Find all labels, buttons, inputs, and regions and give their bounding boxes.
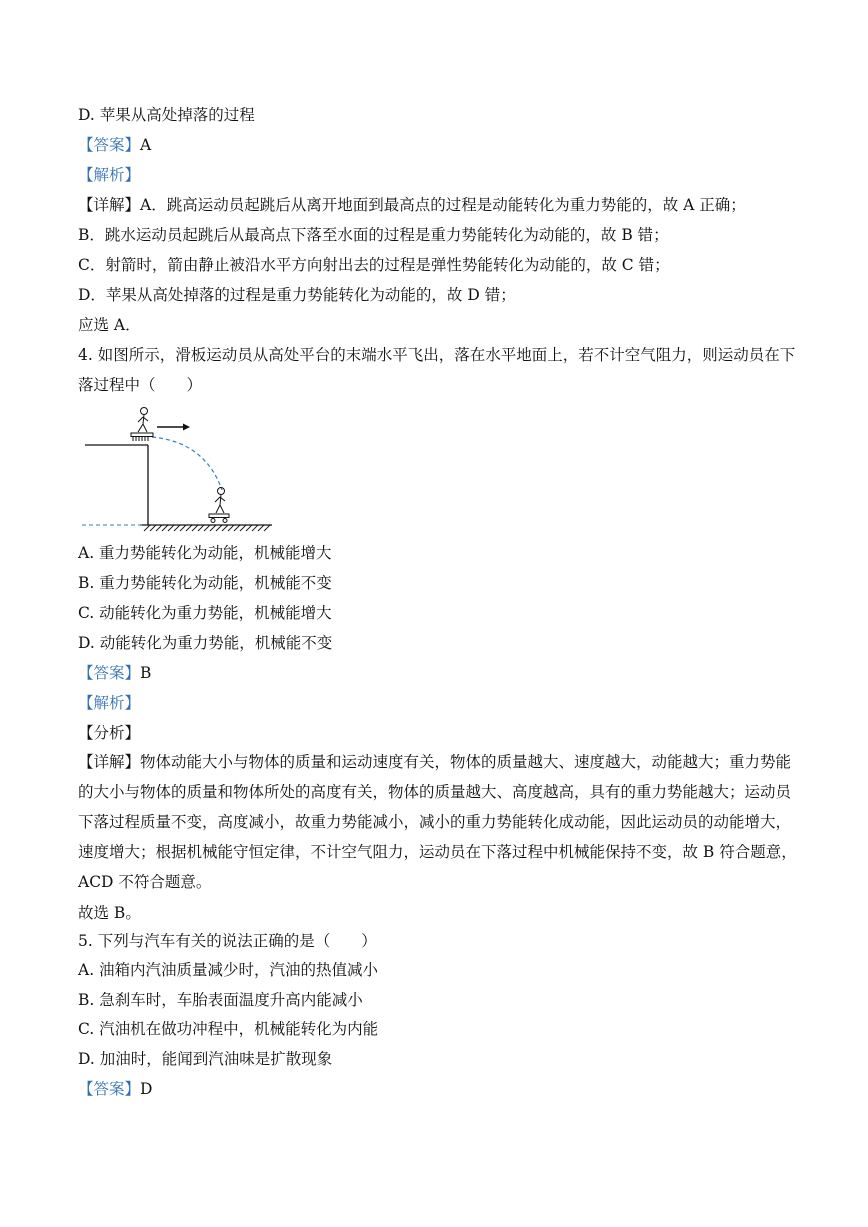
answer-tag: 【答案】 [78, 664, 141, 682]
q4-option-d: D. 动能转化为重力势能，机械能不变 [78, 634, 333, 652]
q3-conclusion: 应选 A． [78, 316, 141, 334]
prev-option-d: D. 苹果从高处掉落的过程 [78, 106, 255, 124]
ground-hatching [144, 525, 270, 531]
q4-stem: 4. 如图所示，滑板运动员从高处平台的末端水平飞出，落在水平地面上，若不计空气阻力，则运动员在下落过程中（ ） [78, 346, 796, 394]
q4-option-b: B. 重力势能转化为动能，机械能不变 [78, 574, 332, 592]
answer-value: D [140, 1080, 153, 1098]
q3-detail-4: D．苹果从高处掉落的过程是重力势能转化为动能的，故 D 错； [78, 286, 516, 304]
velocity-arrow-head [183, 424, 190, 431]
q3-detail-1 [78, 195, 798, 215]
q3-detail-2: B．跳水运动员起跳后从最高点下落至水面的过程是重力势能转化为动能的，故 B 错； [78, 226, 669, 244]
q5-option-a: A. 油箱内汽油质量减少时，汽油的热值减小 [78, 961, 379, 979]
skater-bottom [209, 488, 229, 523]
q4-option-c: C. 动能转化为重力势能，机械能增大 [78, 604, 332, 622]
answer-value: A [140, 136, 152, 154]
q5-option-b: B. 急刹车时，车胎表面温度升高内能减小 [78, 991, 363, 1009]
answer-value: B [140, 664, 152, 682]
q5-option-c: C. 汽油机在做功冲程中，机械能转化为内能 [78, 1020, 379, 1038]
q5-answer [78, 1079, 798, 1099]
detail-tag: 【详解】 [78, 753, 141, 771]
analysis-tag: 【解析】 [78, 694, 141, 712]
q3-detail-3: C．射箭时，箭由静止被沿水平方向射出去的过程是弹性势能转化为动能的，故 C 错； [78, 256, 670, 274]
q3-analysis-tag [78, 165, 798, 185]
detail-text: A．跳高运动员起跳后从离开地面到最高点的过程是动能转化为重力势能的，故 A 正确； [140, 196, 746, 214]
analysis-tag: 【解析】 [78, 166, 141, 184]
trajectory-path [152, 437, 222, 490]
detail-text: 物体动能大小与物体的质量和运动速度有关，物体的质量越大、速度越大，动能越大；重力势能的大小与物体的质量和物体所处的高度有关，物体的质量越大、高度越高，具有的重力势能越大；运动员下落过程质量不变，高度减小，故重力势能减小，减小的重力势能转化成动能，因此运动员的动能增大，速度增大；根据机械能守恒定律，不计空气阻力，运动员在下落过程中机械能保持不变，故 B 符合题意，ACD 不符合题意。 [78, 753, 797, 891]
q4-conclusion: 故选 B。 [78, 904, 141, 922]
answer-tag: 【答案】 [78, 1080, 141, 1098]
q4-analysis-tag [78, 693, 798, 713]
q5-option-d: D. 加油时，能闻到汽油味是扩散现象 [78, 1050, 333, 1068]
skater-top [131, 408, 153, 442]
q4-fenxi-tag: 【分析】 [78, 724, 141, 742]
answer-tag: 【答案】 [78, 136, 141, 154]
q4-detail [78, 747, 798, 897]
q4-answer [78, 663, 798, 683]
skateboard-figure [80, 402, 280, 532]
q5-stem: 5. 下列与汽车有关的说法正确的是（ ） [78, 932, 377, 950]
q3-answer [78, 135, 798, 155]
q4-option-a: A. 重力势能转化为动能，机械能增大 [78, 544, 332, 562]
detail-tag: 【详解】 [78, 196, 141, 214]
